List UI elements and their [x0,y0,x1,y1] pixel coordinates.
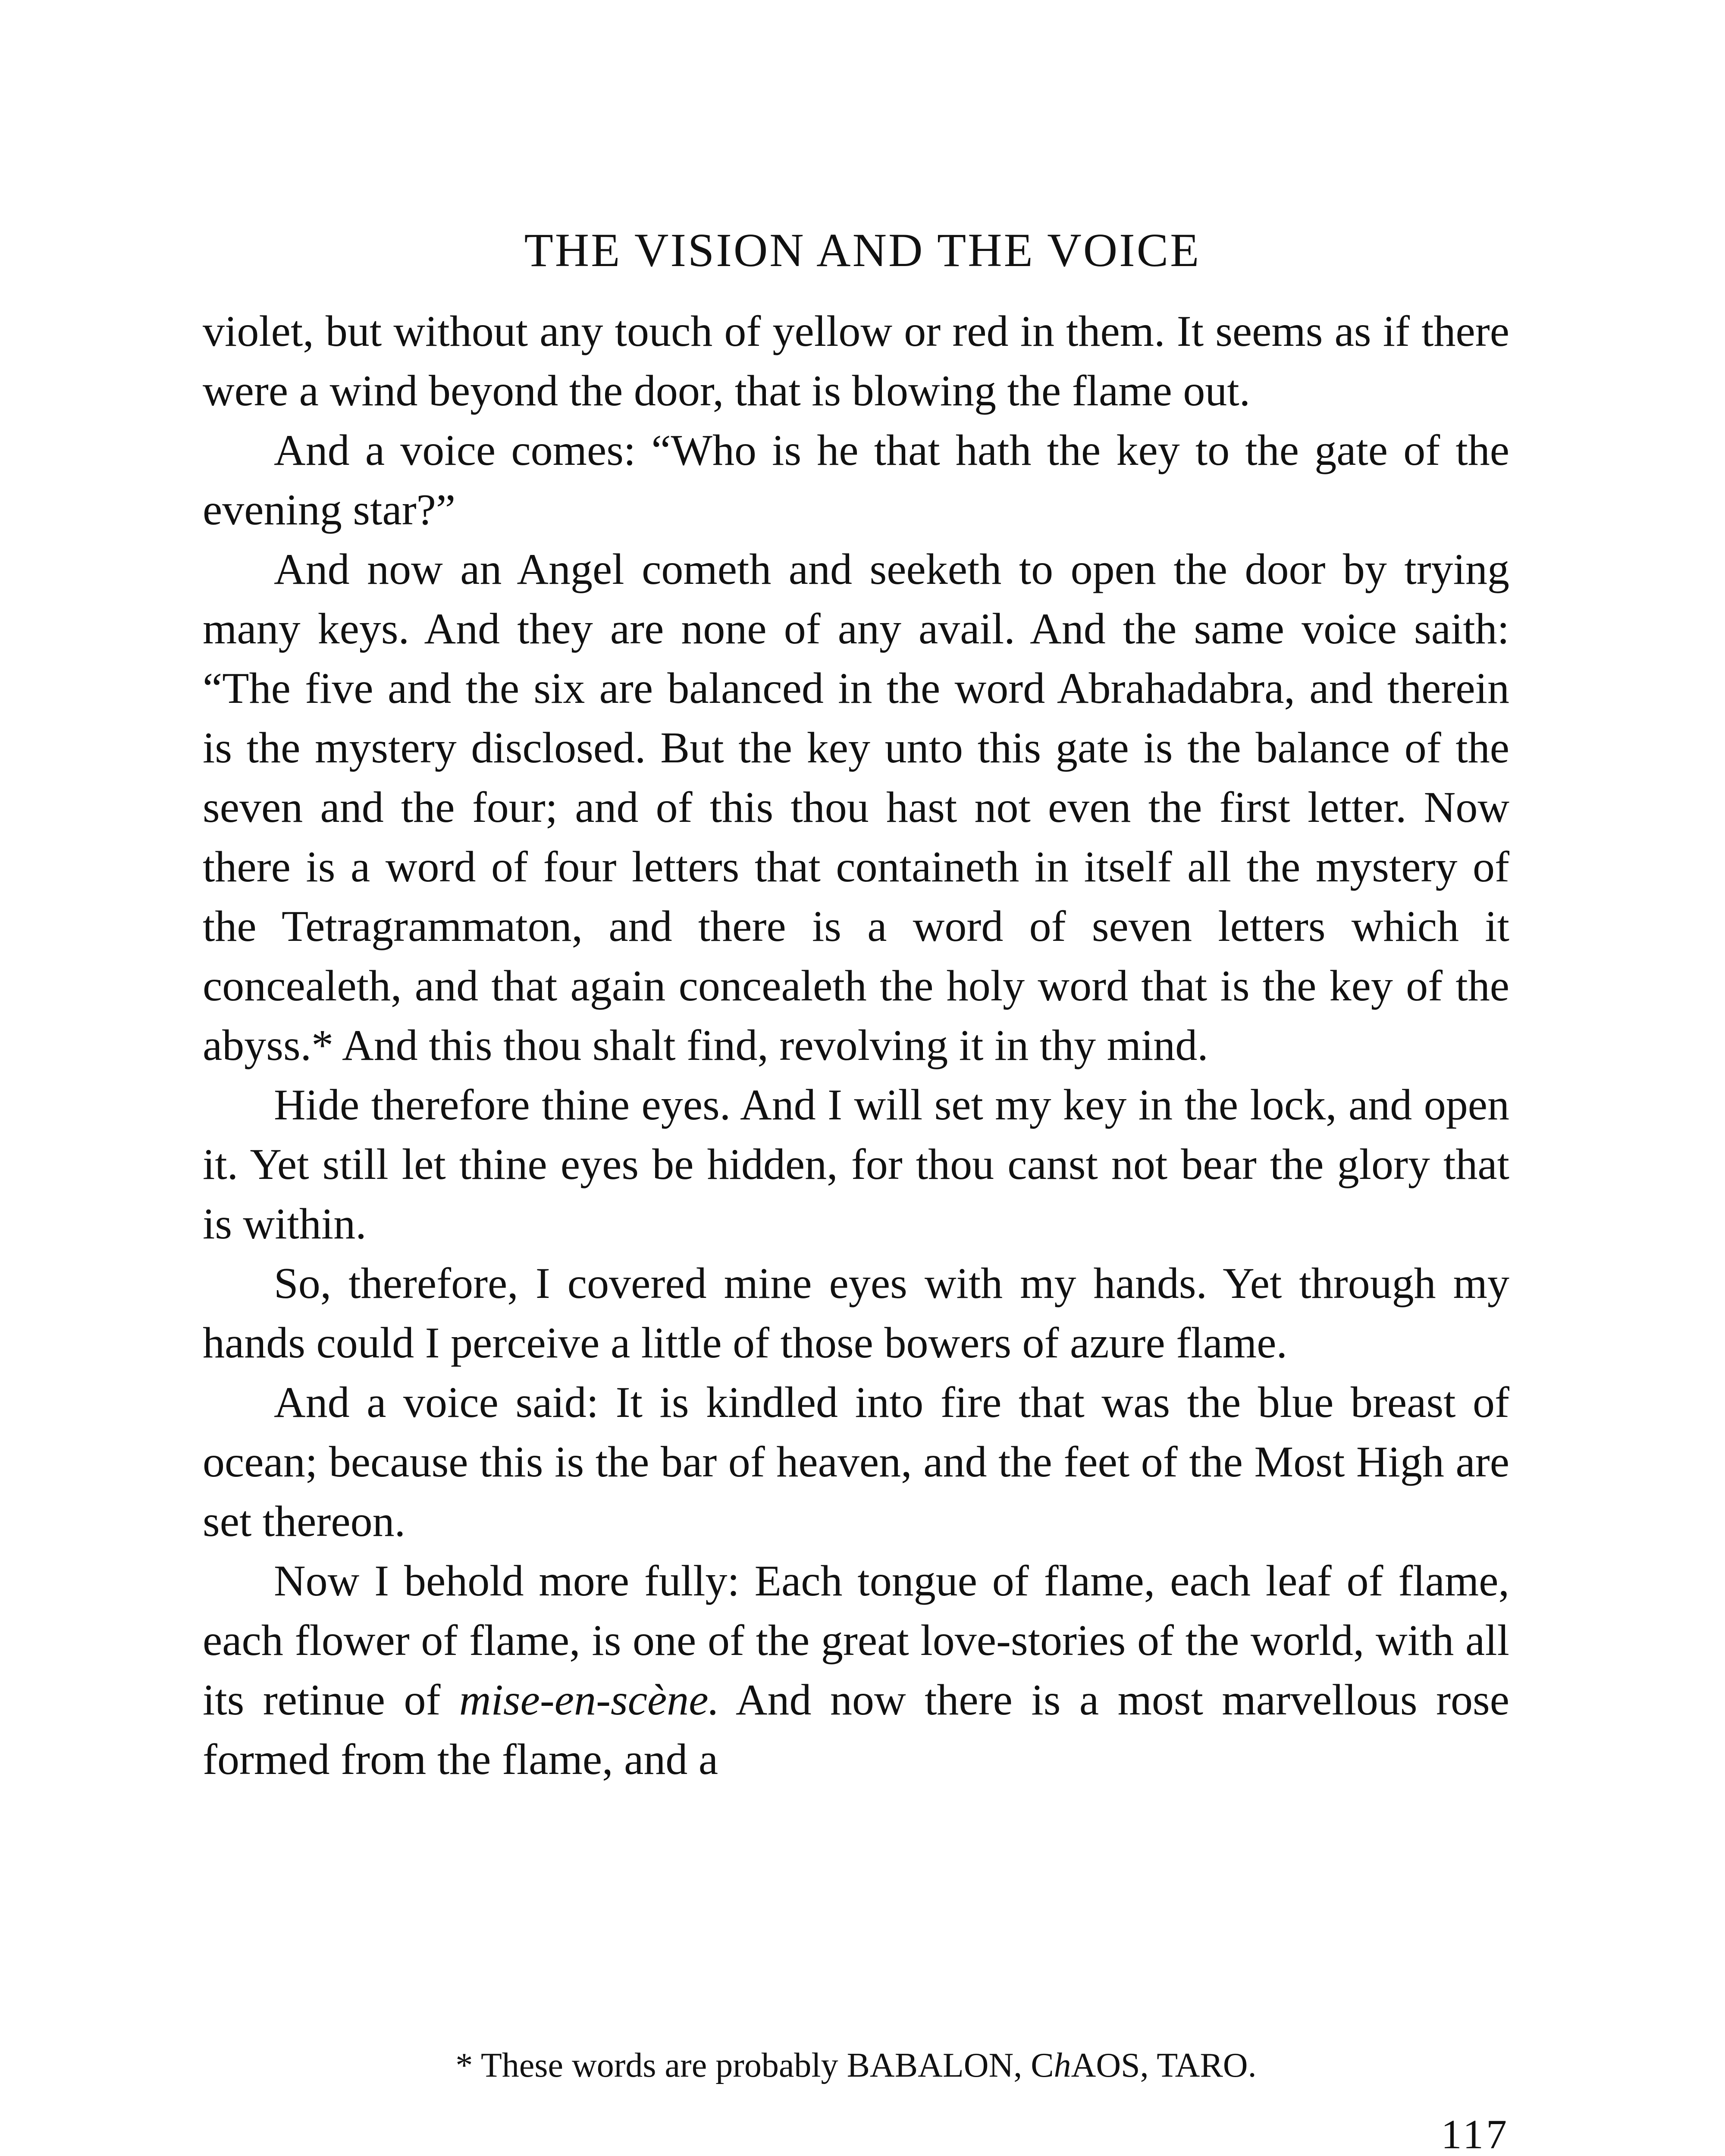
paragraph-3: And now an Angel cometh and seeketh to open the door by trying many keys. And they are none of any avail. And the same voice saith: “The five and the six are balanced in the word Abrahadabra, and therein is the mystery disclosed. But the key unto this gate is the balance of the seven and the four; and of this thou hast not even the first letter. Now there is a word of four letters that containeth in itself all the mystery of the Tetragrammaton, and there is a word of seven letters which it concealeth, and that again concealeth the holy word that is the key of the abyss.* And this thou shalt find, revolving it in thy mind. [203,545,1509,1070]
paragraph-4: Hide therefore thine eyes. And I will set my key in the lock, and open it. Yet still let thine eyes be hidden, for thou canst not bear the glory that is within. [203,1081,1509,1248]
footnote-text-end: AOS, TARO. [1071,2046,1257,2084]
paragraph-1: violet, but without any touch of yellow or red in them. It seems as if there were a wind beyond the door, that is blowing the flame out. [203,307,1509,415]
paragraph-7-text-start: Now I behold more fully: Each tongue of flame, each leaf of flame, each flower of flame, is one of the great love-stories of the world, with all its retinue of [203,1557,1509,1724]
paragraph-2: And a voice comes: “Who is he that hath the key to the gate of the evening star?” [203,426,1509,534]
footnote-text-start: * These words are probably BABALON, C [455,2046,1054,2084]
paragraph-7-text-end: And now there is a most marvellous rose formed from the flame, and a [203,1676,1509,1784]
paragraph-7-italic-phrase: mise-en-scène. [459,1676,720,1724]
footnote-italic-letter: h [1054,2046,1071,2084]
paragraph-6: And a voice said: It is kindled into fire that was the blue breast of ocean; because this is the bar of heaven, and the feet of the Most High are set thereon. [203,1378,1509,1546]
footnote [203,2042,1509,2089]
paragraph-7 [203,1551,1509,1789]
body-text [203,302,1509,1789]
running-title: THE VISION AND THE VOICE [524,224,1201,276]
page-number: 117 [1441,2111,1509,2156]
paragraph-5: So, therefore, I covered mine eyes with my hands. Yet through my hands could I perceive a little of those bowers of azure flame. [203,1259,1509,1367]
